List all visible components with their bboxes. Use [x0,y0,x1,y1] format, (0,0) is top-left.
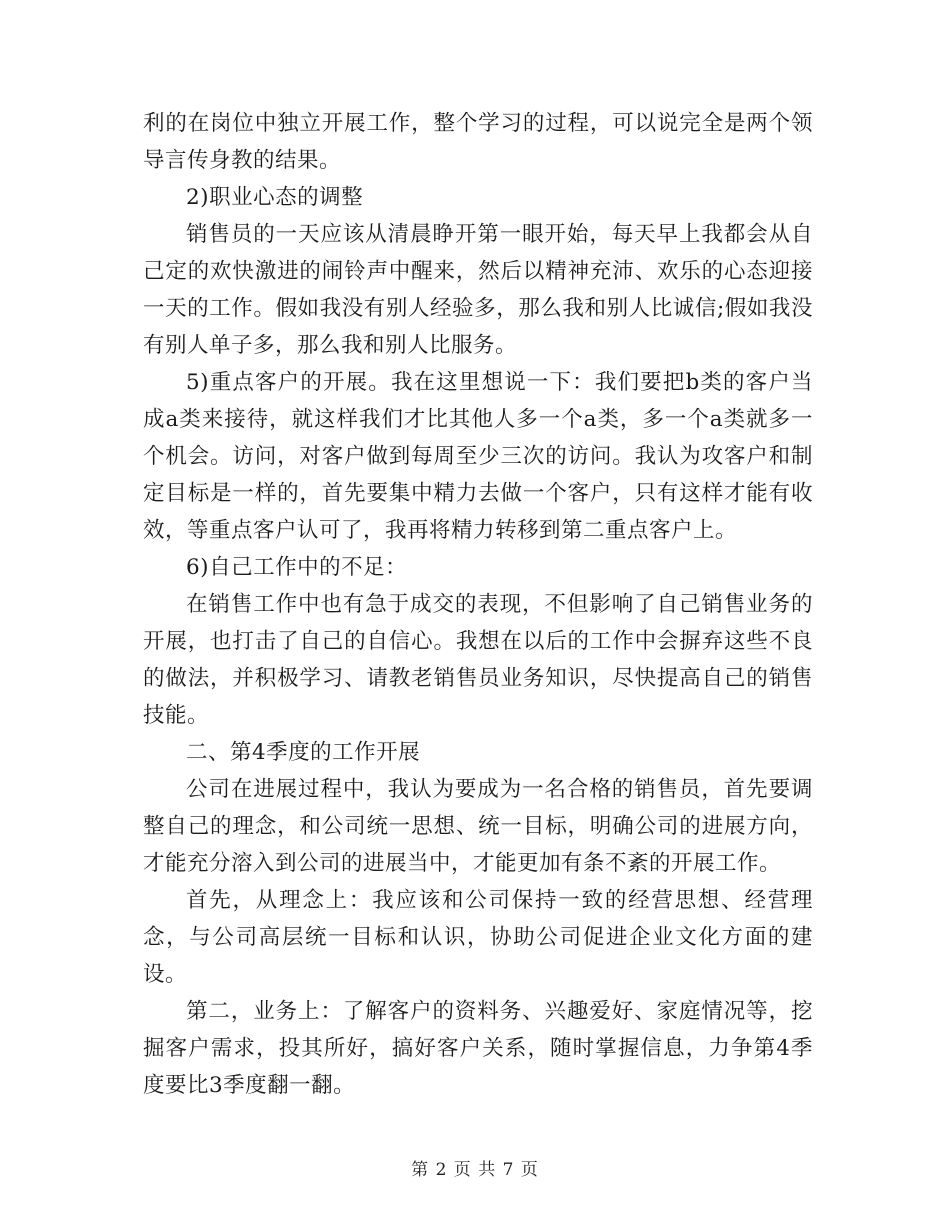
paragraph-7: 二、第4季度的工作开展 [186,740,421,765]
paragraph-8: 公司在进展过程中，我认为要成为一名合格的销售员，首先要调整自己的理念，和公司统一思想、统一目标，明确公司的进展方向，才能充分溶入到公司的进展当中，才能更加有条不紊的开展工作。 [143,777,813,876]
page-number-footer: 第 2 页 共 7 页 [411,1160,539,1180]
paragraph-1: 利的在岗位中独立开展工作，整个学习的过程，可以说完全是两个领导言传身教的结果。 [143,111,813,173]
paragraph-3: 销售员的一天应该从清晨睁开第一眼开始，每天早上我都会从自己定的欢快激进的闹铃声中醒来，然后以精神充沛、欢乐的心态迎接一天的工作。假如我没有别人经验多，那么我和别人比诚信;假如我没有别人单子多，那么我和别人比服务。 [143,222,813,358]
paragraph-5: 6)自己工作中的不足： [186,555,408,580]
document-body [143,105,813,1104]
paragraph-6: 在销售工作中也有急于成交的表现，不但影响了自己销售业务的开展，也打击了自己的自信心。我想在以后的工作中会摒弃这些不良的做法，并积极学习、请教老销售员业务知识，尽快提高自己的销售技能。 [143,592,813,728]
paragraph-4: 5)重点客户的开展。我在这里想说一下：我们要把b类的客户当成a类来接待，就这样我们才比其他人多一个a类，多一个a类就多一个机会。访问，对客户做到每周至少三次的访问。我认为攻客户和制定目标是一样的，首先要集中精力去做一个客户，只有这样才能有收效，等重点客户认可了，我再将精力转移到第二重点客户上。 [143,370,813,543]
paragraph-2: 2)职业心态的调整 [186,185,364,210]
paragraph-10: 第二，业务上：了解客户的资料务、兴趣爱好、家庭情况等，挖掘客户需求，投其所好，搞好客户关系，随时掌握信息，力争第4季度要比3季度翻一翻。 [143,999,813,1098]
paragraph-9: 首先，从理念上：我应该和公司保持一致的经营思想、经营理念，与公司高层统一目标和认识，协助公司促进企业文化方面的建设。 [143,888,813,987]
